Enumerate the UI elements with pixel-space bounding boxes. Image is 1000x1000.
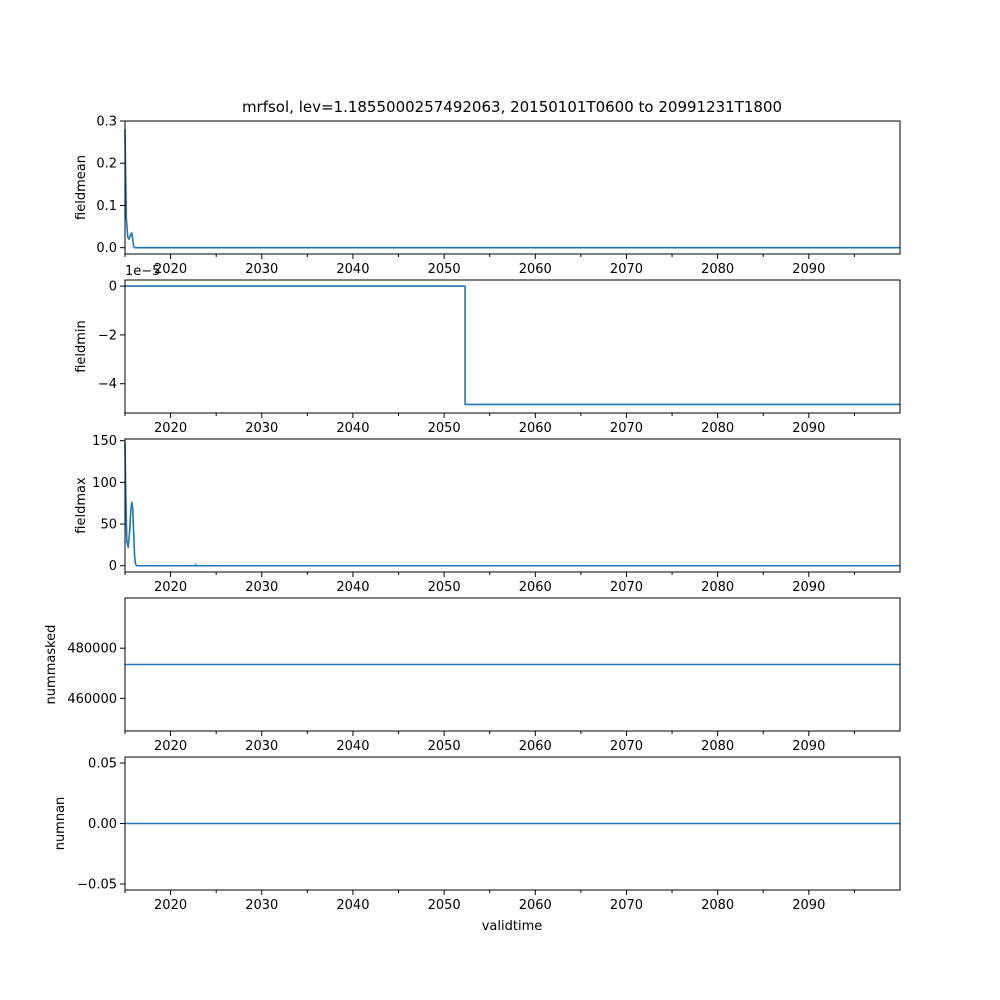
fieldmean-x-tick-label: 2050 <box>427 262 461 277</box>
fieldmin-x-tick-label: 2090 <box>792 421 826 436</box>
nummasked-x-tick-label: 2070 <box>609 739 644 754</box>
fieldmean-y-tick-label: 0.2 <box>96 156 117 172</box>
fieldmean-y-tick-label: 0.0 <box>96 241 117 257</box>
numnan-x-tick-label: 2070 <box>609 898 644 913</box>
numnan-x-tick-label: 2040 <box>336 898 370 913</box>
fieldmean-x-tick-label: 2040 <box>336 262 370 277</box>
nummasked-x-tick-label: 2060 <box>518 739 552 754</box>
subplot-fieldmax <box>74 434 900 595</box>
fieldmean-x-tick-label: 2060 <box>518 262 552 277</box>
fieldmean-x-tick-label: 2030 <box>245 262 279 277</box>
fieldmax-x-tick-label: 2020 <box>154 580 188 595</box>
nummasked-x-tick-label: 2020 <box>154 739 188 754</box>
fieldmax-x-tick-label: 2040 <box>336 580 370 595</box>
fieldmax-axes-frame <box>125 439 900 572</box>
fieldmin-series-line <box>125 286 900 404</box>
numnan-x-tick-label: 2020 <box>154 898 188 913</box>
fieldmin-y-axis-label: fieldmin <box>74 320 89 373</box>
x-axis-label: validtime <box>481 919 543 934</box>
fieldmax-x-tick-label: 2060 <box>518 580 552 595</box>
fieldmin-y-tick-label: −4 <box>97 377 117 393</box>
fieldmin-x-tick-label: 2080 <box>701 421 735 436</box>
fieldmean-x-tick-label: 2080 <box>701 262 735 277</box>
fieldmax-y-tick-label: 50 <box>100 517 117 533</box>
fieldmax-x-tick-label: 2080 <box>701 580 735 595</box>
numnan-x-tick-label: 2080 <box>701 898 735 913</box>
numnan-x-tick-label: 2090 <box>792 898 826 913</box>
fieldmin-x-tick-label: 2040 <box>336 421 370 436</box>
fieldmax-x-tick-label: 2050 <box>427 580 461 595</box>
numnan-x-tick-label: 2060 <box>518 898 552 913</box>
fieldmax-y-axis-label: fieldmax <box>74 477 89 534</box>
fieldmean-series-line <box>125 129 900 247</box>
fieldmax-x-tick-label: 2090 <box>792 580 826 595</box>
fieldmin-x-tick-label: 2070 <box>609 421 644 436</box>
fieldmin-x-tick-label: 2030 <box>245 421 279 436</box>
subplot-fieldmin <box>74 264 900 436</box>
nummasked-y-tick-label: 460000 <box>67 691 117 707</box>
fieldmean-y-tick-label: 0.3 <box>96 114 117 130</box>
fieldmin-x-tick-label: 2020 <box>154 421 188 436</box>
nummasked-x-tick-label: 2090 <box>792 739 826 754</box>
subplot-nummasked <box>44 598 900 754</box>
subplot-numnan <box>53 757 900 913</box>
nummasked-x-tick-label: 2030 <box>245 739 279 754</box>
fieldmin-y-tick-label: 0 <box>108 279 117 295</box>
fieldmin-y-tick-label: −2 <box>97 328 117 344</box>
subplot-fieldmean <box>74 115 900 278</box>
fieldmean-y-axis-label: fieldmean <box>74 155 89 220</box>
fieldmin-offset-text: 1e−5 <box>125 264 161 279</box>
fieldmin-x-tick-label: 2050 <box>427 421 461 436</box>
numnan-x-tick-label: 2030 <box>245 898 279 913</box>
numnan-y-tick-label: 0.05 <box>88 756 117 772</box>
fieldmax-y-tick-label: 0 <box>108 559 117 575</box>
fieldmean-axes-frame <box>125 121 900 254</box>
fieldmean-x-tick-label: 2070 <box>609 262 644 277</box>
figure-title: mrfsol, lev=1.1855000257492063, 20150101T0600 to 20991231T1800 <box>241 98 783 116</box>
fieldmax-x-tick-label: 2070 <box>609 580 644 595</box>
nummasked-x-tick-label: 2050 <box>427 739 461 754</box>
numnan-y-tick-label: −0.05 <box>77 877 117 893</box>
numnan-x-tick-label: 2050 <box>427 898 461 913</box>
fieldmax-series-line <box>125 442 900 565</box>
fieldmin-x-tick-label: 2060 <box>518 421 552 436</box>
numnan-y-axis-label: numnan <box>53 796 68 851</box>
subplots <box>44 115 900 914</box>
fieldmin-axes-frame <box>125 280 900 413</box>
fieldmean-x-tick-label: 2090 <box>792 262 826 277</box>
fieldmax-x-tick-label: 2030 <box>245 580 279 595</box>
nummasked-y-axis-label: nummasked <box>44 624 59 705</box>
numnan-y-tick-label: 0.00 <box>88 817 117 832</box>
nummasked-x-tick-label: 2040 <box>336 739 370 754</box>
fieldmean-y-tick-label: 0.1 <box>96 198 117 214</box>
fieldmean-x-tick-label: 2020 <box>154 262 188 277</box>
fieldmax-y-tick-label: 150 <box>92 434 117 450</box>
nummasked-y-tick-label: 480000 <box>67 641 117 657</box>
nummasked-x-tick-label: 2080 <box>701 739 735 754</box>
fieldmax-y-tick-label: 100 <box>92 475 117 491</box>
